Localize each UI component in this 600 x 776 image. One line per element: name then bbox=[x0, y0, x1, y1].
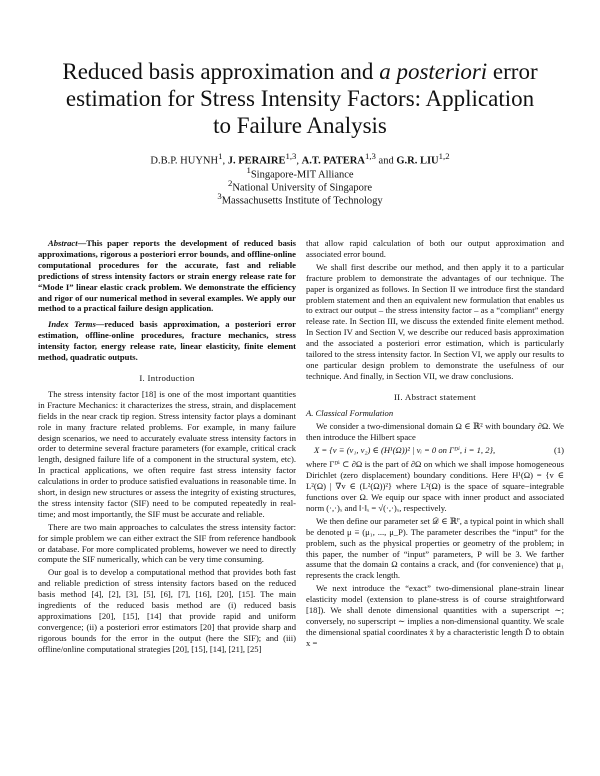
affiliation-3: $^3$Massachusetts Institute of Technology bbox=[217, 191, 383, 207]
subsection-heading-classical-formulation: A. Classical Formulation bbox=[306, 407, 394, 418]
intro-paragraph-2: There are two main approaches to calculates the stress intensity factor: for simple problem we can either extract the SIF from reference handbook or database. For more complicated problems, however we need to directly compute the SIF numerically, which can be very time consuming. bbox=[38, 521, 296, 565]
equation-1 bbox=[306, 445, 564, 456]
equation-1-number: (1) bbox=[553, 445, 564, 456]
intro-continued-paragraph: that allow rapid calculation of both our output approximation and associated error bound. bbox=[306, 238, 564, 259]
right-column bbox=[306, 238, 564, 651]
affiliation-2: $^2$National University of Singapore bbox=[227, 178, 373, 194]
formulation-paragraph-4: We next introduce the “exact” two-dimensional plane-strain linear elasticity model (extension to plane-stress is of course straightforward [18]). We shall denote dimensional quantities with a superscript ∼; conversely, no superscript ∼ implies a non-dimensional quantity. We scale the dimensional spatial coordinates x̃ by a characteristic length D̃ to obtain x = bbox=[306, 583, 564, 648]
author-list: D.B.P. HUYNH$^1$, J. PERAIRE$^{1,3}$, A.T. PATERA$^{1,3}$ and G.R. LIU$^{1,2}$ bbox=[150, 151, 450, 167]
title-line3: to Failure Analysis bbox=[213, 113, 387, 138]
equation-1-body: X = {v ≡ (v₁, v₂) ∈ (H¹(Ω))² | vᵢ = 0 on Γᴰⁱ, i = 1, 2}, bbox=[314, 445, 496, 456]
left-column bbox=[38, 238, 296, 657]
intro-paragraph-1: The stress intensity factor [18] is one of the most important quantities in Fracture Mechanics: it characterizes the stress, strain, and displacement fields in the near crack tip region. Stress intensity factor plays a dominant role in many fracture related problems. For example, in many failure design scenarios, we need to accurately evaluate stress intensity factors in order to determine several fracture parameters (for example, critical crack length, designed failure life of a component in the structural system, etc). In practical applications, we often require fast stress intensity factor calculations in order to produce satisfied evaluations in reasonable time. In short, in design new structures or assess the integrity of existing structures, the stress intensity factor (SIF) need to be computed repeatedly in real-time; and most importantly, the SIF must be accurate and reliable. bbox=[38, 388, 296, 519]
title-line1: Reduced basis approximation and a posteriori error bbox=[62, 59, 538, 84]
abstract: Abstract—This paper reports the development of reduced basis approximations, rigorous a posteriori error bounds, and offline-online computational procedures for the accurate, fast and reliable predictions of stress intensity factors or strain energy release rate for “Mode I” linear elastic crack problem. We demonstrate the efficiency and rigor of our numerical method in several examples. We apply our method to a practical failure design application. bbox=[38, 238, 296, 314]
section-heading-introduction: I. Introduction bbox=[139, 372, 195, 383]
formulation-paragraph-3: We then define our parameter set 𝒟 ∈ ℝᴾ, a typical point in which shall be denoted μ ≡ (μ₁, ..., μ_P). The parameter describes the “input” for the problem, such as the physical properties or geometry of the problem; in this paper, the number of “input” parameters, P will be 3. We farther assume that the domain Ω contains a crack, and (for convenience) that μ₁ represents the crack length. bbox=[306, 515, 564, 581]
section-heading-abstract-statement: II. Abstract statement bbox=[393, 391, 477, 402]
paper-title bbox=[40, 58, 560, 139]
title-line2: estimation for Stress Intensity Factors: Application bbox=[65, 86, 535, 111]
affiliation-1: $^1$Singapore-MIT Alliance bbox=[246, 165, 354, 181]
index-terms: Index Terms—reduced basis approximation, a posteriori error estimation, offline-online procedures, fracture mechanics, stress intensity factor, energy release rate, linear elasticity, finite element method, quadratic outputs. bbox=[38, 319, 296, 363]
intro-outline-paragraph: We shall first describe our method, and then apply it to a particular fracture problem to demonstrate the advantages of our technique. The paper is organized as follows. In Section II we introduce first the standard problem statement and then an equivalent new formulation that enables us to extract our output – the stress intensity factor – as a “compliant” energy release rate. In Section III, we discuss the extended finite element method. In Section IV and Section V, we describe our reduced basis approximation and the associated a posteriori error estimation, which is particularly tailored to the stress intensity factor. In Section VI, we apply our results to one particular design problem to demonstrate the usefulness of our technique. And finally, in Section VII, we draw conclusions. bbox=[306, 261, 564, 381]
intro-paragraph-3: Our goal is to develop a computational method that provides both fast and reliable prediction of stress intensity factors based on the reduced basis method [4], [2], [3], [5], [6], [7], [16], [20], [15]. The main ingredients of the reduced basis method are (i) reduced basis approximations [20], [15], [14] that provide rapid and uniform convergence; (ii) a posteriori error estimators [20] that provide sharp and rigorous bounds for the error in the output (here the SIF); and (iii) offline/online computational strategies [20], [15], [14], [21], [25] bbox=[38, 567, 296, 654]
formulation-paragraph-1: We consider a two-dimensional domain Ω ∈ ℝ² with boundary ∂Ω. We then introduce the Hilbert space bbox=[306, 420, 564, 442]
formulation-paragraph-2: where Γᴰⁱ ⊂ ∂Ω is the part of ∂Ω on which we shall impose homogeneous Dirichlet (zero displacement) boundary conditions. Here H¹(Ω) = {v ∈ L²(Ω) | ∇v ∈ (L²(Ω))²} where L²(Ω) is the space of square−integrable functions over Ω. We equip our space with inner product and associated norm (·,·)ₓ and ‖·‖ₓ = √(·,·)ₓ, respectively. bbox=[306, 459, 564, 513]
